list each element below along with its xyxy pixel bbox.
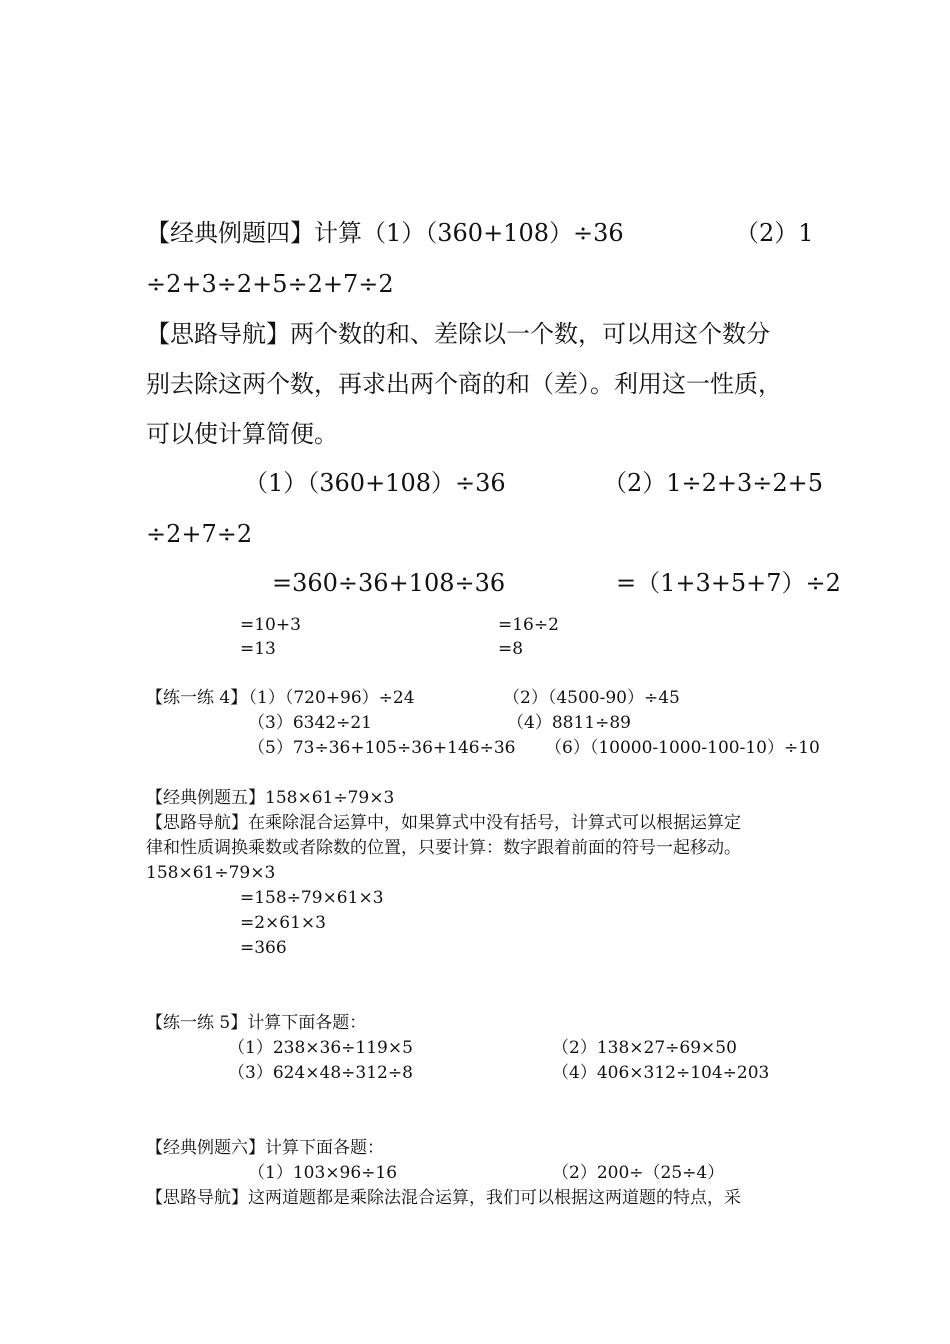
practice4-label: 【练一练 4】: [146, 688, 248, 708]
ex4-hint-line2: 别去除这两个数，再求出两个商的和（差）。利用这一性质，: [146, 370, 782, 398]
ex6-hint-line1: 【思路导航】这两道题都是乘除法混合运算，我们可以根据这两道题的特点，采: [146, 1188, 741, 1208]
practice4-q5: （5）73÷36+105÷36+146÷36: [248, 738, 516, 758]
ex4-sol-b-line2: =（1+3+5+7）÷2: [616, 569, 841, 597]
practice5-q4: （4）406×312÷104÷203: [552, 1063, 770, 1083]
ex4-sol-b-line1: （2）1÷2+3÷2+5: [603, 469, 824, 497]
practice5-q2: （2）138×27÷69×50: [552, 1038, 737, 1058]
ex4-sol-b-line1-cont: ÷2+7÷2: [146, 520, 253, 548]
ex5-title: 【经典例题五】158×61÷79×3: [146, 788, 395, 808]
ex5-solution-line0: 158×61÷79×3: [146, 863, 276, 883]
practice4-q3: （3）6342÷21: [248, 713, 372, 733]
ex4-title: 【经典例题四】计算（1）（360+108）÷36: [146, 219, 624, 247]
ex4-sol-b-line4: =8: [498, 639, 524, 659]
ex5-solution-line3: =366: [240, 938, 287, 958]
practice4-q4: （4）8811÷89: [507, 713, 631, 733]
ex5-hint-line2: 律和性质调换乘数或者除数的位置，只要计算：数字跟着前面的符号一起移动。: [146, 838, 741, 858]
ex4-title-cont: （2）1: [735, 219, 814, 247]
ex5-solution-line2: =2×61×3: [240, 913, 326, 933]
ex5-hint-line1: 【思路导航】在乘除混合运算中，如果算式中没有括号，计算式可以根据运算定: [146, 813, 741, 833]
ex4-hint-line3: 可以使计算简便。: [146, 420, 338, 448]
practice5-label: 【练一练 5】计算下面各题：: [146, 1013, 367, 1033]
ex4-sol-a-line3: =10+3: [240, 615, 301, 635]
ex4-hint-line1: 【思路导航】两个数的和、差除以一个数，可以用这个数分: [146, 320, 770, 348]
ex6-title: 【经典例题六】计算下面各题：: [146, 1138, 384, 1158]
practice4-q1: （1）（720+96）÷24: [240, 688, 415, 708]
ex4-sol-b-line3: =16÷2: [498, 615, 559, 635]
practice5-q1: （1）238×36÷119×5: [228, 1038, 413, 1058]
ex6-q1: （1）103×96÷16: [248, 1163, 398, 1183]
ex5-solution-line1: =158÷79×61×3: [240, 888, 384, 908]
practice4-q2: （2）（4500-90）÷45: [503, 688, 680, 708]
practice5-q3: （3）624×48÷312÷8: [228, 1063, 413, 1083]
ex4-sol-a-line4: =13: [240, 639, 276, 659]
practice4-q6: （6）（10000-1000-100-10）÷10: [545, 738, 820, 758]
ex4-sol-a-line1: （1）（360+108）÷36: [244, 469, 506, 497]
ex6-q2: （2）200÷（25÷4）: [552, 1163, 725, 1183]
ex4-sol-a-line2: =360÷36+108÷36: [272, 569, 506, 597]
ex4-title-line2: ÷2+3÷2+5÷2+7÷2: [146, 270, 394, 298]
